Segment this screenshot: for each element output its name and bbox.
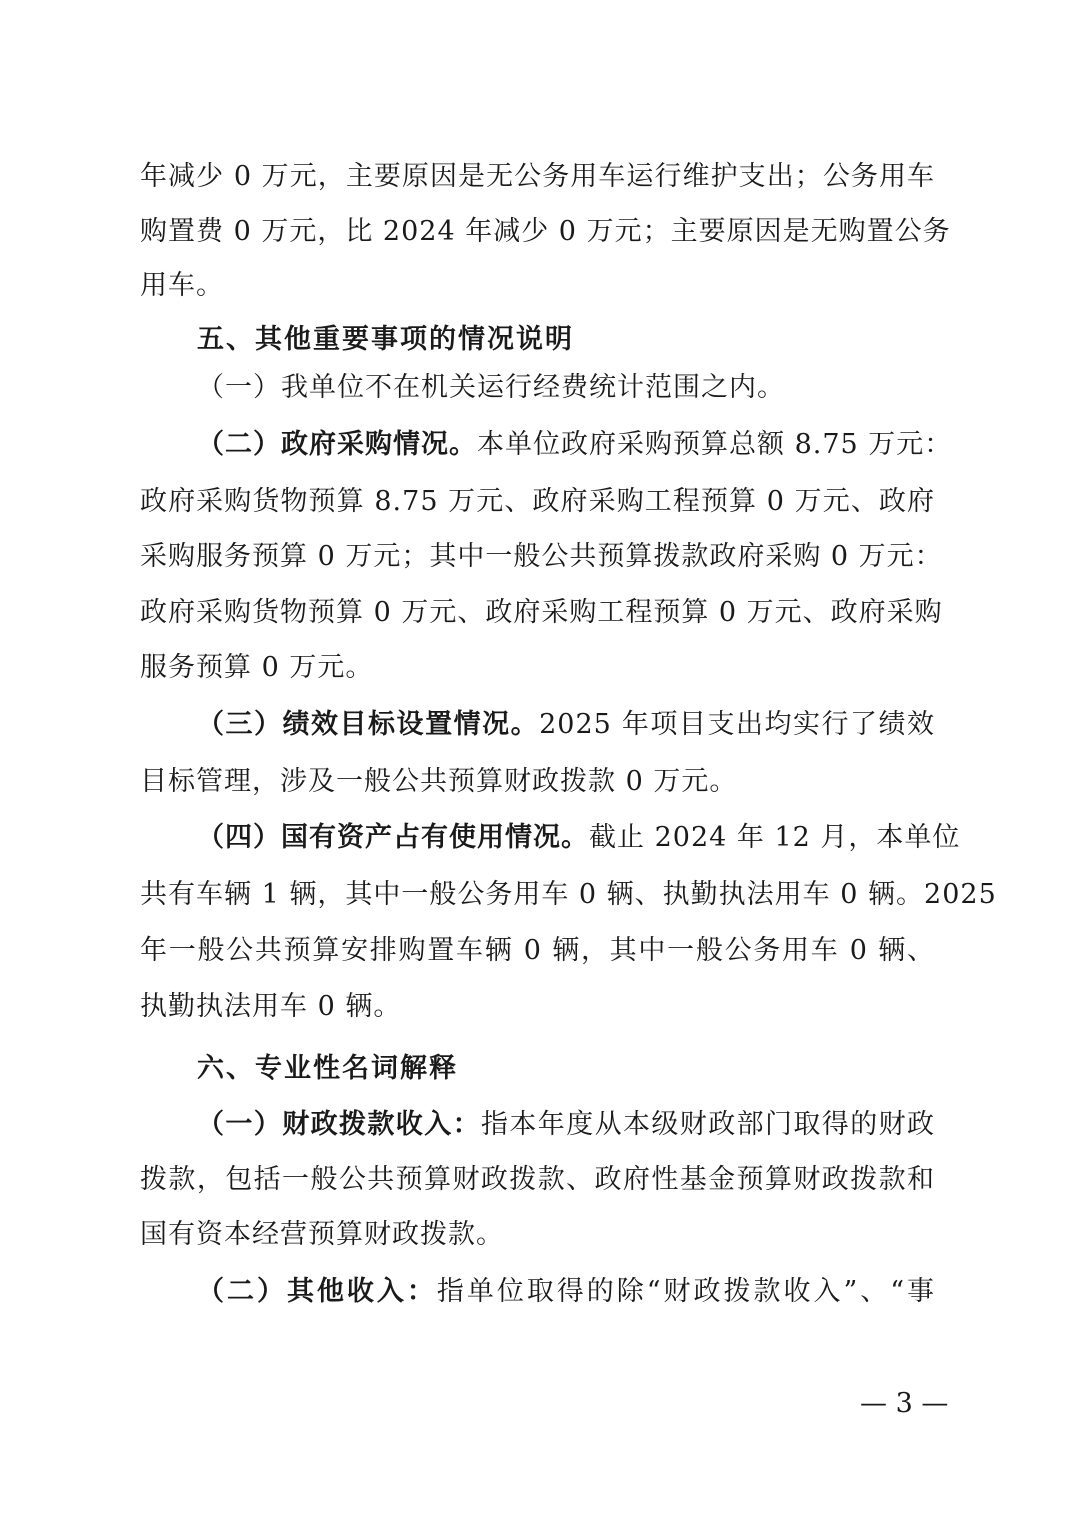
paragraph-5-2-line: 服务预算 0 万元。 <box>140 652 374 683</box>
paragraph-lead: （二）其他收入： <box>197 1276 437 1307</box>
paragraph-5-2-line: 政府采购货物预算 8.75 万元、政府采购工程预算 0 万元、政府 <box>140 486 935 517</box>
paragraph-5-1: （一）我单位不在机关运行经费统计范围之内。 <box>197 372 785 403</box>
paragraph-5-2-line <box>197 425 953 465</box>
paragraph-text: 2025 年项目支出均实行了绩效 <box>539 709 936 740</box>
body-line: 年减少 0 万元，主要原因是无公务用车运行维护支出；公务用车 <box>140 161 935 192</box>
section-heading-5: 五、其他重要事项的情况说明 <box>197 324 574 355</box>
paragraph-text: 指本年度从本级财政部门取得的财政 <box>481 1109 935 1140</box>
paragraph-6-1-line: 国有资本经营预算财政拨款。 <box>140 1219 504 1250</box>
paragraph-5-4-line <box>197 818 961 858</box>
paragraph-lead: （一）财政拨款收入： <box>197 1109 481 1140</box>
paragraph-5-4-line: 执勤执法用车 0 辆。 <box>140 991 402 1022</box>
paragraph-5-3-line: 目标管理，涉及一般公共预算财政拨款 0 万元。 <box>140 766 738 797</box>
body-line: 购置费 0 万元，比 2024 年减少 0 万元；主要原因是无购置公务 <box>140 216 951 247</box>
paragraph-5-4-line: 共有车辆 1 辆，其中一般公务用车 0 辆、执勤执法用车 0 辆。2025 <box>140 879 997 910</box>
paragraph-6-1-line <box>197 1105 935 1145</box>
paragraph-5-2-line: 政府采购货物预算 0 万元、政府采购工程预算 0 万元、政府采购 <box>140 597 943 628</box>
body-line: 用车。 <box>140 270 224 301</box>
section-heading-6: 六、专业性名词解释 <box>197 1053 458 1084</box>
paragraph-6-1-line: 拨款，包括一般公共预算财政拨款、政府性基金预算财政拨款和 <box>140 1164 935 1195</box>
paragraph-lead: （二）政府采购情况。 <box>197 429 477 460</box>
paragraph-lead: （三）绩效目标设置情况。 <box>197 709 540 740</box>
paragraph-5-3-line <box>197 705 935 745</box>
paragraph-text: 本单位政府采购预算总额 8.75 万元： <box>477 429 953 460</box>
paragraph-5-2-line: 采购服务预算 0 万元；其中一般公共预算拨款政府采购 0 万元： <box>140 541 943 572</box>
paragraph-6-2-line <box>197 1272 935 1312</box>
page-number: — 3 — <box>860 1388 949 1419</box>
paragraph-lead: （四）国有资产占有使用情况。 <box>197 822 589 853</box>
paragraph-text: 截止 2024 年 12 月，本单位 <box>589 822 961 853</box>
paragraph-text: 指单位取得的除“财政拨款收入”、“事 <box>436 1276 935 1307</box>
paragraph-5-4-line: 年一般公共预算安排购置车辆 0 辆，其中一般公务用车 0 辆、 <box>140 935 935 966</box>
